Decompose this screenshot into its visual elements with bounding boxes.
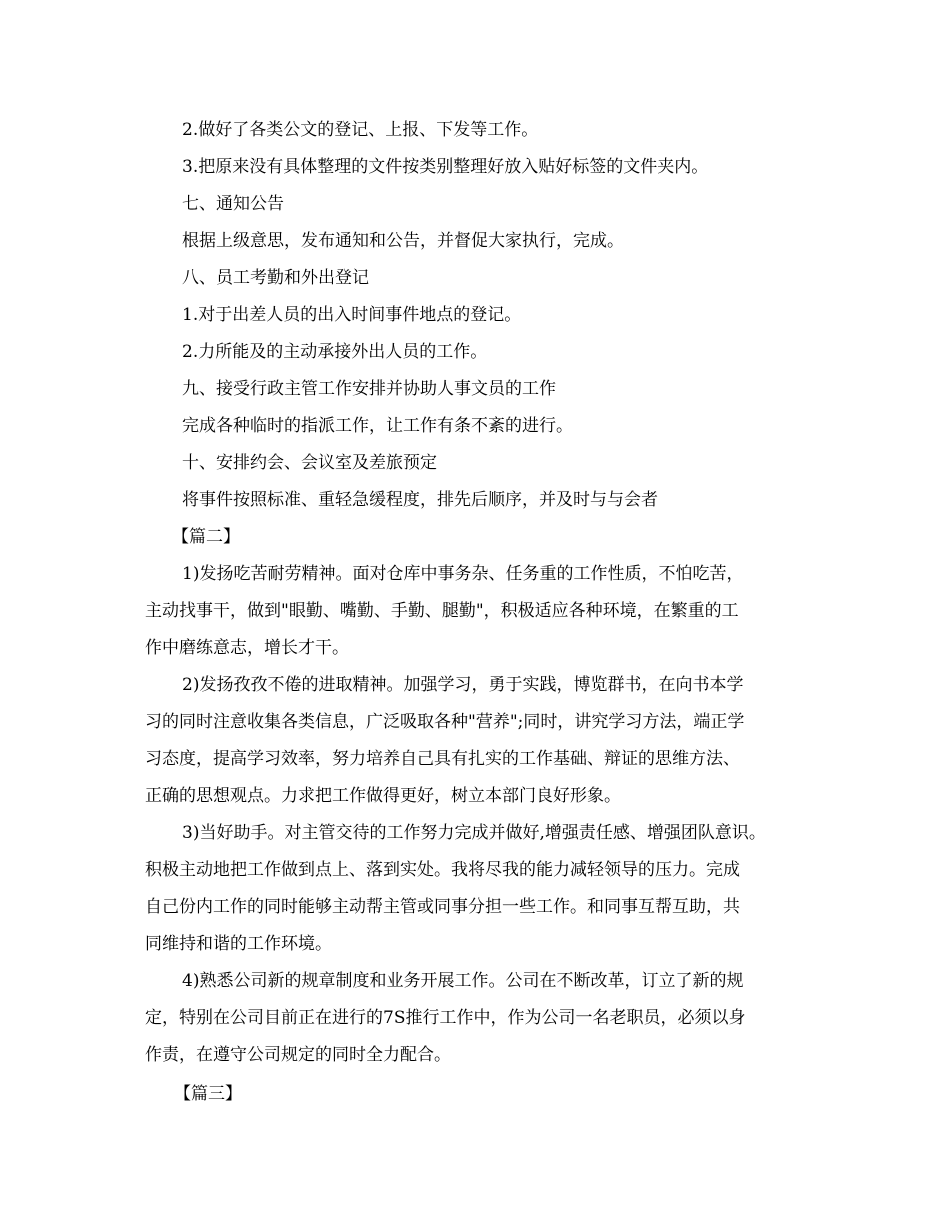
text-line: 同维持和谐的工作环境。 xyxy=(145,934,332,954)
section-heading: 【篇三】 xyxy=(174,1084,242,1104)
text-line: 完成各种临时的指派工作，让工作有条不紊的进行。 xyxy=(182,416,573,436)
text-line: 正确的思想观点。力求把工作做得更好，树立本部门良好形象。 xyxy=(145,786,621,806)
section-heading: 九、接受行政主管工作安排并协助人事文员的工作 xyxy=(182,379,556,399)
text-line: 2)发扬孜孜不倦的进取精神。加强学习，勇于实践，博览群书，在向书本学 xyxy=(182,675,744,695)
text-line: 4)熟悉公司新的规章制度和业务开展工作。公司在不断改革，订立了新的规 xyxy=(182,971,744,991)
text-line: 积极主动地把工作做到点上、落到实处。我将尽我的能力减轻领导的压力。完成 xyxy=(145,860,740,880)
section-heading: 八、员工考勤和外出登记 xyxy=(182,268,369,288)
text-line: 3.把原来没有具体整理的文件按类别整理好放入贴好标签的文件夹内。 xyxy=(182,157,709,177)
text-line: 定，特别在公司目前正在进行的7S推行工作中，作为公司一名老职员，必须以身 xyxy=(145,1008,746,1028)
text-line: 1.对于出差人员的出入时间事件地点的登记。 xyxy=(182,305,522,325)
text-line: 2.力所能及的主动承接外出人员的工作。 xyxy=(182,342,488,362)
text-line: 2.做好了各类公文的登记、上报、下发等工作。 xyxy=(182,120,539,140)
text-line: 3)当好助手。对主管交待的工作努力完成并做好,增强责任感、增强团队意识。 xyxy=(182,823,766,843)
text-line: 作中磨练意志，增长才干。 xyxy=(145,638,349,658)
text-line: 习的同时注意收集各类信息，广泛吸取各种"营养";同时，讲究学习方法，端正学 xyxy=(145,712,745,732)
text-line: 将事件按照标准、重轻急缓程度，排先后顺序，并及时与与会者 xyxy=(182,490,658,510)
text-line: 根据上级意思，发布通知和公告，并督促大家执行，完成。 xyxy=(182,231,624,251)
text-line: 1)发扬吃苦耐劳精神。面对仓库中事务杂、任务重的工作性质，不怕吃苦， xyxy=(182,564,744,584)
text-line: 作责，在遵守公司规定的同时全力配合。 xyxy=(145,1045,451,1065)
text-line: 习态度，提高学习效率，努力培养自己具有扎实的工作基础、辩证的思维方法、 xyxy=(145,749,740,769)
text-line: 自己份内工作的同时能够主动帮主管或同事分担一些工作。和同事互帮互助，共 xyxy=(145,897,740,917)
section-heading: 十、安排约会、会议室及差旅预定 xyxy=(182,453,437,473)
section-heading: 七、通知公告 xyxy=(182,194,284,214)
text-line: 主动找事干，做到"眼勤、嘴勤、手勤、腿勤"，积极适应各种环境，在繁重的工 xyxy=(145,601,739,621)
section-heading: 【篇二】 xyxy=(172,527,240,547)
